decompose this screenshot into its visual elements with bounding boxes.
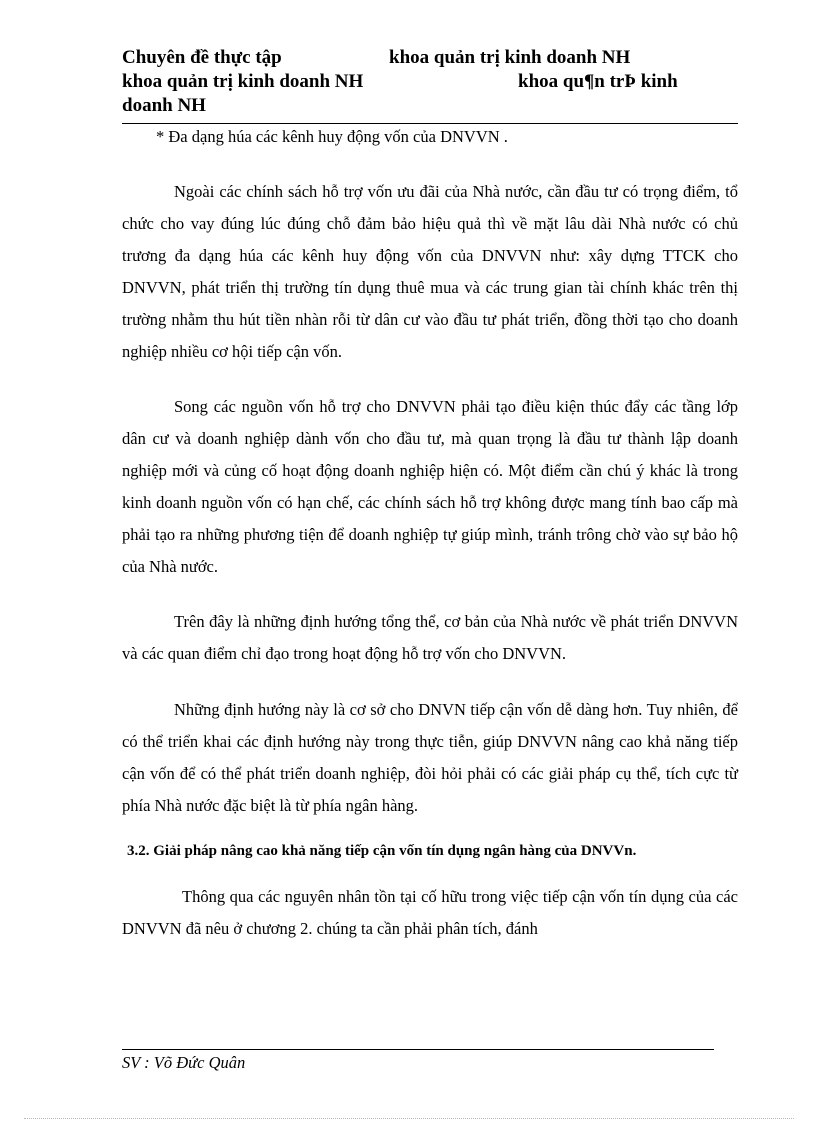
header-faculty-garbled: khoa qu¶n trÞ kinh bbox=[518, 71, 678, 92]
header-line-2 bbox=[122, 70, 742, 94]
page-header bbox=[122, 46, 742, 118]
header-faculty: khoa quản trị kinh doanh NH bbox=[389, 47, 631, 68]
section-heading: 3.2. Giải pháp nâng cao khả năng tiếp cận vốn tín dụng ngân hàng của DNVVn. bbox=[127, 843, 637, 859]
header-line-1 bbox=[122, 46, 742, 70]
header-faculty-repeat: khoa quản trị kinh doanh NH bbox=[122, 71, 364, 92]
body-paragraph: Song các nguồn vốn hỗ trợ cho DNVVN phải tạo điều kiện thúc đẩy các tầng lớp dân cư và doanh nghiệp dành vốn cho đầu tư, mà quan trọng là đầu tư thành lập doanh nghiệp mới và củng cố hoạt động doanh nghiệp hiện có. Một điểm cần chú ý khác là trong kinh doanh nguồn vốn có hạn chế, các chính sách hỗ trợ không được mang tính bao cấp mà phải tạo ra những phương tiện để doanh nghiệp tự giúp mình, tránh trông chờ vào sự bảo hộ của Nhà nước. bbox=[122, 397, 738, 576]
body-paragraph: Ngoài các chính sách hỗ trợ vốn ưu đãi của Nhà nước, cần đầu tư có trọng điểm, tổ chức cho vay đúng lúc đúng chỗ đảm bảo hiệu quả thì về mặt lâu dài Nhà nước có chủ trương đa dạng húa các kênh huy động vốn của DNVVN như: xây dựng TTCK cho DNVVN, phát triển thị trường tín dụng thuê mua và các trung gian tài chính khác trên thị trường nhằm thu hút tiền nhàn rỗi từ dân cư vào đầu tư phát triển, đồng thời tạo cho doanh nghiệp nhiều cơ hội tiếp cận vốn. bbox=[122, 182, 738, 361]
header-rule bbox=[122, 123, 738, 124]
header-course-title: Chuyên đề thực tập bbox=[122, 47, 282, 68]
body-paragraph: Thông qua các nguyên nhân tồn tại cố hữu trong việc tiếp cận vốn tín dụng của các DNVVN đã nêu ở chương 2. chúng ta cần phải phân tích, đánh bbox=[122, 887, 738, 938]
footer-student-name: SV : Võ Đức Quân bbox=[122, 1053, 246, 1072]
body-paragraph: Trên đây là những định hướng tổng thể, cơ bản của Nhà nước về phát triển DNVVN và các quan điểm chỉ đạo trong hoạt động hỗ trợ vốn cho DNVVN. bbox=[122, 612, 738, 663]
header-wrap-text: doanh NH bbox=[122, 95, 206, 116]
page-body bbox=[122, 126, 738, 945]
header-line-3 bbox=[122, 94, 742, 118]
body-paragraph: Những định hướng này là cơ sở cho DNVN tiếp cận vốn dễ dàng hơn. Tuy nhiên, để có thể triển khai các định hướng này trong thực tiễn, giúp DNVVN nâng cao khả năng tiếp cận vốn để có thể phát triển doanh nghiệp, đòi hỏi phải có các giải pháp cụ thể, tích cực từ phía Nhà nước đặc biệt là từ phía ngân hàng. bbox=[122, 700, 738, 815]
footer-rule bbox=[122, 1049, 714, 1050]
bullet-point: * Đa dạng húa các kênh huy động vốn của DNVVN . bbox=[156, 127, 508, 146]
page-edge-divider bbox=[24, 1118, 794, 1119]
